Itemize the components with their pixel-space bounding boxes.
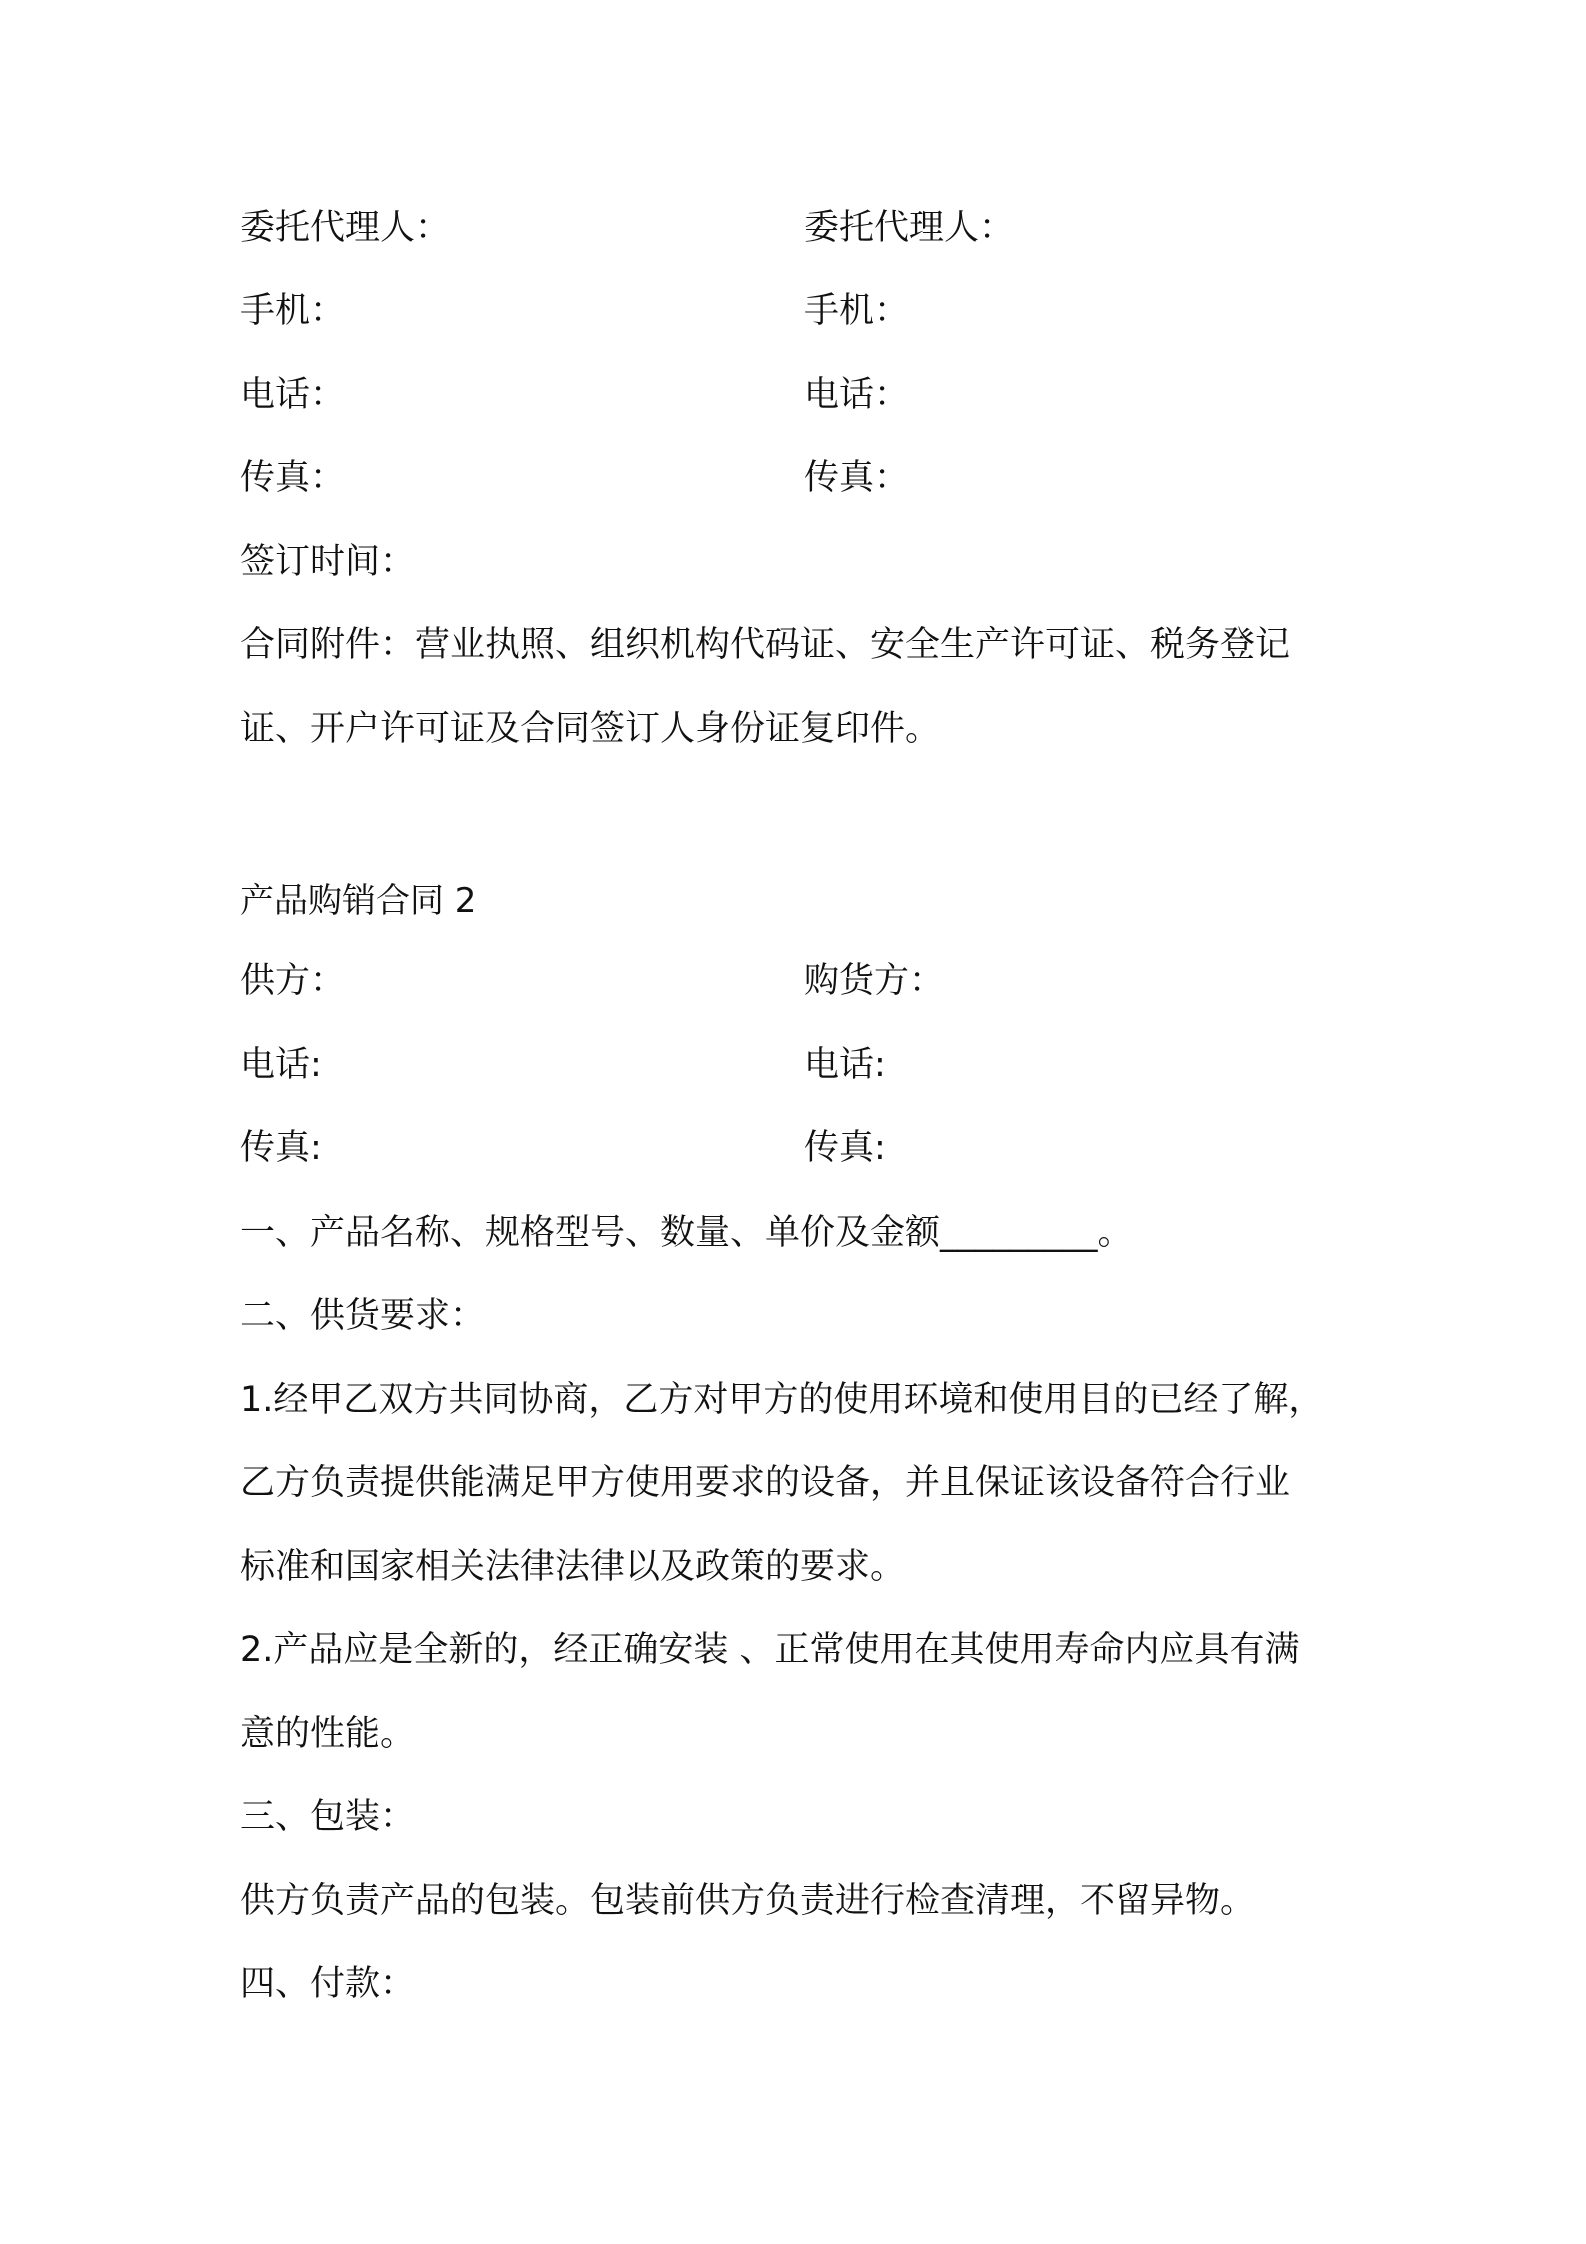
section-1-product-info: 一、产品名称、规格型号、数量、单价及金额_________。 [240, 1213, 1133, 1253]
left-phone-label: 电话： [240, 375, 346, 415]
item-1-line-2: 乙方负责提供能满足甲方使用要求的设备，并且保证该设备符合行业 [240, 1463, 1291, 1503]
item-1-line-3: 标准和国家相关法律法律以及政策的要求。 [240, 1547, 906, 1587]
right-fax-label: 传真： [804, 458, 910, 498]
attachments-line-2: 证、开户许可证及合同签订人身份证复印件。 [240, 709, 941, 749]
buyer-label: 购货方： [804, 961, 945, 1001]
signing-time-label: 签订时间： [240, 542, 416, 582]
attachments-line-1: 合同附件：营业执照、组织机构代码证、安全生产许可证、税务登记 [240, 625, 1291, 665]
right-mobile-label: 手机： [804, 291, 910, 331]
left-fax-label: 传真： [240, 458, 346, 498]
left-mobile-label: 手机： [240, 291, 346, 331]
section-2-heading: 二、供货要求： [240, 1296, 486, 1336]
item-1-line-1: 1.经甲乙双方共同协商，乙方对甲方的使用环境和使用目的已经了解， [240, 1380, 1324, 1420]
contract-2-title: 产品购销合同 2 [240, 881, 477, 921]
section-3-body: 供方负责产品的包装。包装前供方负责进行检查清理，不留异物。 [240, 1881, 1256, 1921]
buyer-phone-label: 电话: [804, 1045, 886, 1085]
item-2-line-1: 2.产品应是全新的，经正确安装 、正常使用在其使用寿命内应具有满 [240, 1630, 1300, 1670]
left-agent-label: 委托代理人： [240, 208, 451, 248]
right-phone-label: 电话： [804, 375, 910, 415]
supplier-label: 供方： [240, 961, 346, 1001]
right-agent-label: 委托代理人： [804, 208, 1015, 248]
buyer-fax-label: 传真: [804, 1128, 886, 1168]
item-2-line-2: 意的性能。 [240, 1714, 416, 1754]
supplier-fax-label: 传真: [240, 1128, 322, 1168]
section-4-heading: 四、付款： [240, 1964, 416, 2004]
supplier-phone-label: 电话: [240, 1045, 322, 1085]
section-3-heading: 三、包装： [240, 1797, 416, 1837]
